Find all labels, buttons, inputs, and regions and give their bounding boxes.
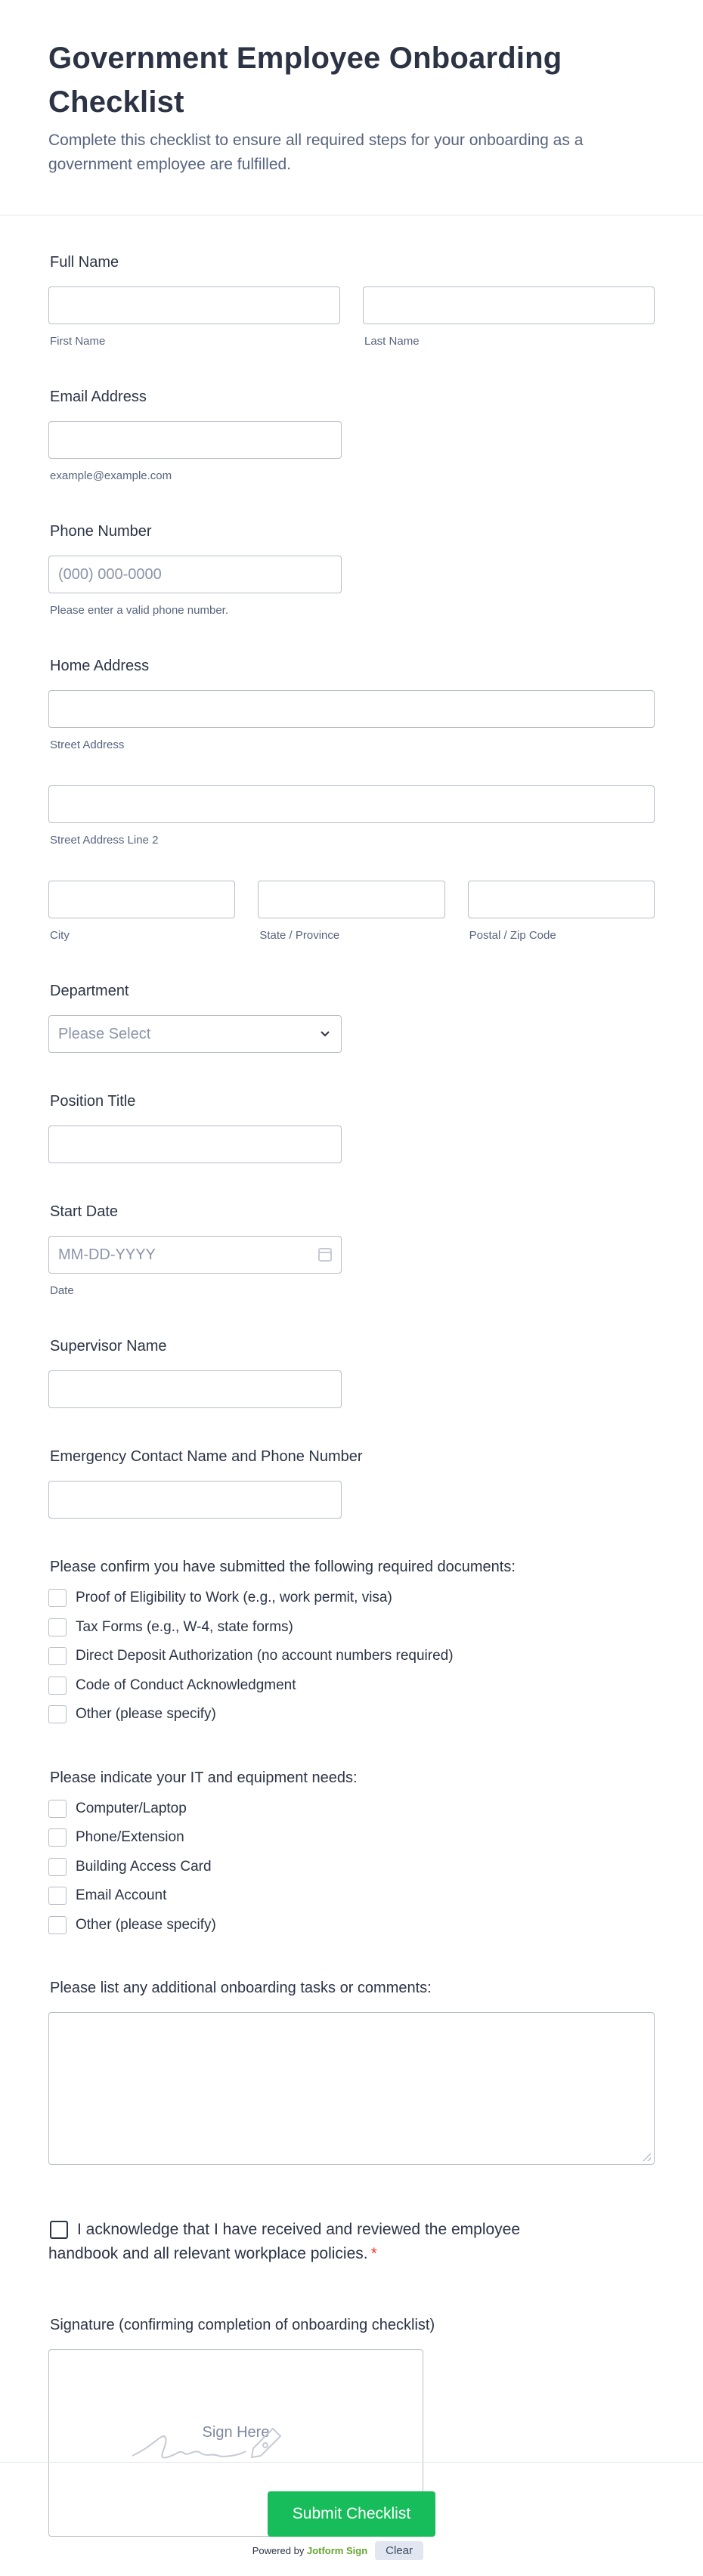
zip-input[interactable]: [468, 881, 655, 918]
form-header: [0, 0, 703, 215]
list-item[interactable]: [48, 1671, 655, 1701]
checkbox[interactable]: [48, 1887, 67, 1905]
position-label: Position Title: [50, 1093, 136, 1110]
phone-sublabel: Please enter a valid phone number.: [50, 604, 228, 617]
start-date-input[interactable]: [48, 1236, 342, 1274]
acknowledge-field: [48, 2218, 655, 2266]
form-body: [0, 215, 703, 2560]
checkbox[interactable]: [48, 1828, 67, 1847]
list-item[interactable]: [48, 1613, 655, 1643]
checkbox[interactable]: [48, 1858, 67, 1876]
list-item[interactable]: [48, 1700, 655, 1729]
start-date-sublabel: Date: [50, 1284, 74, 1297]
equipment-label: Please indicate your IT and equipment needs:: [50, 1769, 358, 1786]
jotform-sign-brand[interactable]: Jotform Sign: [306, 2545, 368, 2556]
checkbox[interactable]: [48, 1589, 67, 1607]
phone-field: [48, 522, 655, 618]
calendar-icon[interactable]: [318, 1248, 332, 1262]
checkbox-label: Computer/Laptop: [76, 1800, 187, 1816]
checkbox[interactable]: [48, 1677, 67, 1695]
clear-signature-button[interactable]: Clear: [375, 2541, 423, 2560]
chevron-down-icon: [320, 1028, 330, 1040]
zip-sublabel: Postal / Zip Code: [469, 929, 556, 942]
page-title: Government Employee Onboarding Checklist: [48, 42, 562, 119]
city-input[interactable]: [48, 881, 235, 918]
address-field: [48, 657, 655, 943]
comments-textarea[interactable]: [48, 2012, 655, 2165]
supervisor-field: [48, 1337, 655, 1408]
signature-pen-icon: [125, 2423, 352, 2468]
department-field: [48, 982, 655, 1053]
checkbox-label: Code of Conduct Acknowledgment: [76, 1677, 296, 1693]
phone-input[interactable]: [48, 556, 342, 593]
email-label: Email Address: [50, 389, 147, 405]
checkbox-label: Email Account: [76, 1887, 167, 1904]
full-name-label: Full Name: [50, 254, 119, 271]
documents-label: Please confirm you have submitted the following required documents:: [50, 1559, 516, 1575]
signature-label: Signature (confirming completion of onboarding checklist): [50, 2317, 435, 2333]
acknowledge-row[interactable]: [50, 2218, 655, 2242]
street-address-line2-sublabel: Street Address Line 2: [50, 834, 159, 847]
checkbox-label: Proof of Eligibility to Work (e.g., work permit, visa): [76, 1590, 392, 1606]
state-input[interactable]: [258, 881, 444, 918]
acknowledge-text-line1: I acknowledge that I have received and reviewed the employee: [77, 2221, 521, 2238]
street-address-line2-input[interactable]: [48, 785, 655, 823]
email-input[interactable]: [48, 421, 342, 459]
signature-placeholder: Sign Here: [202, 2424, 270, 2441]
email-sublabel: example@example.com: [50, 469, 172, 482]
comments-label: Please list any additional onboarding tasks or comments:: [50, 1980, 432, 1996]
department-select[interactable]: [48, 1015, 342, 1053]
acknowledge-text-line2-row: [48, 2242, 655, 2266]
checkbox-label: Phone/Extension: [76, 1829, 184, 1846]
state-sublabel: State / Province: [259, 929, 340, 942]
list-item[interactable]: [48, 1853, 655, 1882]
list-item[interactable]: [48, 1794, 655, 1824]
phone-label: Phone Number: [50, 523, 152, 540]
checkbox-label: Tax Forms (e.g., W-4, state forms): [76, 1618, 293, 1635]
position-field: [48, 1092, 655, 1163]
submit-area: [0, 2462, 703, 2576]
checkbox[interactable]: [48, 1916, 67, 1934]
emergency-contact-label: Emergency Contact Name and Phone Number: [50, 1448, 363, 1465]
list-item[interactable]: [48, 1642, 655, 1671]
department-placeholder: Please Select: [58, 1025, 151, 1042]
powered-by-label: Powered by: [252, 2545, 305, 2556]
start-date-field: [48, 1203, 655, 1298]
first-name-sublabel: First Name: [50, 335, 106, 348]
supervisor-label: Supervisor Name: [50, 1338, 167, 1355]
required-mark: *: [370, 2245, 377, 2262]
emergency-contact-field: [48, 1447, 655, 1519]
full-name-field: [48, 253, 655, 348]
documents-field: [48, 1558, 655, 1729]
city-sublabel: City: [50, 929, 70, 942]
checkbox-label: Other (please specify): [76, 1706, 216, 1723]
phone-placeholder: (000) 000-0000: [58, 565, 162, 583]
submit-button[interactable]: Submit Checklist: [268, 2491, 435, 2537]
street-address-sublabel: Street Address: [50, 738, 125, 751]
last-name-input[interactable]: [363, 286, 655, 324]
checkbox-label: Building Access Card: [76, 1858, 212, 1875]
address-label: Home Address: [50, 658, 150, 674]
acknowledge-checkbox[interactable]: [50, 2221, 68, 2239]
list-item[interactable]: [48, 1823, 655, 1853]
list-item[interactable]: [48, 1881, 655, 1911]
checkbox[interactable]: [48, 1647, 67, 1665]
acknowledge-text-line2: handbook and all relevant workplace policies.: [48, 2245, 368, 2262]
equipment-field: [48, 1769, 655, 1940]
department-label: Department: [50, 983, 129, 999]
resize-handle-icon[interactable]: [643, 2153, 651, 2161]
email-field: [48, 388, 655, 483]
documents-checklist: [48, 1584, 655, 1729]
list-item[interactable]: [48, 1584, 655, 1613]
checkbox[interactable]: [48, 1705, 67, 1723]
position-input[interactable]: [48, 1125, 342, 1163]
first-name-input[interactable]: [48, 286, 340, 324]
street-address-input[interactable]: [48, 690, 655, 728]
comments-field: [48, 1979, 655, 2165]
list-item[interactable]: [48, 1911, 655, 1940]
checkbox[interactable]: [48, 1618, 67, 1636]
last-name-sublabel: Last Name: [364, 335, 420, 348]
page-subtitle: Complete this checklist to ensure all required steps for your onboarding as a government employee are fulfilled.: [48, 132, 584, 173]
start-date-label: Start Date: [50, 1203, 119, 1220]
supervisor-input[interactable]: [48, 1370, 342, 1408]
start-date-placeholder: MM-DD-YYYY: [58, 1246, 156, 1263]
emergency-contact-input[interactable]: [48, 1481, 342, 1519]
equipment-checklist: [48, 1794, 655, 1940]
checkbox-label: Other (please specify): [76, 1916, 216, 1933]
checkbox[interactable]: [48, 1800, 67, 1818]
checkbox-label: Direct Deposit Authorization (no account numbers required): [76, 1648, 454, 1664]
